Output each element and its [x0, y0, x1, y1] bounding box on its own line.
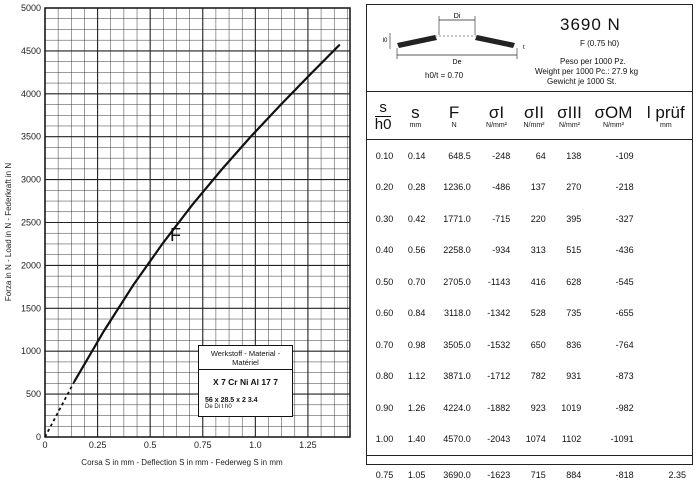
- header-unit: N: [432, 122, 475, 129]
- table-cell: -486: [477, 172, 516, 204]
- data-point: [103, 330, 105, 332]
- table-cell: 0.28: [399, 172, 431, 204]
- table-cell: [640, 266, 692, 298]
- spec-force-note: F (0.75 h0): [580, 39, 619, 48]
- table-cell: 931: [552, 361, 588, 393]
- table-cell: 0.90: [367, 392, 399, 424]
- data-point: [221, 169, 223, 171]
- table-header-cell: [552, 93, 588, 140]
- table-row: [367, 329, 692, 361]
- table-row: [367, 392, 692, 424]
- table-cell: 782: [516, 361, 552, 393]
- table-cell: -109: [587, 140, 639, 172]
- material-name: X 7 Cr Ni Al 17 7: [199, 377, 292, 387]
- y-tick-label: 4000: [21, 89, 41, 99]
- table-row: [367, 172, 692, 204]
- table-cell: 1.12: [399, 361, 431, 393]
- table-cell: 0.10: [367, 140, 399, 172]
- table-cell: [640, 329, 692, 361]
- table-cell: -1712: [477, 361, 516, 393]
- table-cell: [640, 424, 692, 456]
- disc-spring-diagram: [377, 11, 537, 71]
- table-cell: 313: [516, 235, 552, 267]
- table-cell: 735: [552, 298, 588, 330]
- table-cell: -1091: [587, 424, 639, 456]
- table-cell: 64: [516, 140, 552, 172]
- table-cell: 0.70: [399, 266, 431, 298]
- table-cell: 1.00: [367, 424, 399, 456]
- table-cell: [640, 140, 692, 172]
- table-cell: -327: [587, 203, 639, 235]
- table-cell: 1.05: [399, 456, 431, 494]
- table-cell: 0.80: [367, 361, 399, 393]
- curve-label: F: [170, 225, 181, 246]
- spec-panel: [366, 4, 693, 465]
- l0-label: l0: [383, 38, 388, 44]
- header-unit: N/mm²: [517, 122, 551, 129]
- table-cell: 836: [552, 329, 588, 361]
- material-dims: [205, 397, 288, 410]
- y-tick-label: 2500: [21, 218, 41, 228]
- x-tick-label: 0.5: [144, 440, 157, 450]
- table-cell: 3118.0: [431, 298, 476, 330]
- table-cell: -218: [587, 172, 639, 204]
- table-cell: 650: [516, 329, 552, 361]
- y-tick-label: 500: [26, 389, 41, 399]
- table-cell: 528: [516, 298, 552, 330]
- table-cell: -715: [477, 203, 516, 235]
- table-cell: -1623: [477, 456, 516, 494]
- table-cell: 416: [516, 266, 552, 298]
- x-tick-label: 0.75: [194, 440, 212, 450]
- table-cell: 3690.0: [431, 456, 476, 494]
- spec-weight-de: Gewicht je 1000 St.: [547, 77, 616, 86]
- table-cell: -1882: [477, 392, 516, 424]
- data-point: [280, 104, 282, 106]
- header-symbol: s: [400, 104, 430, 122]
- table-cell: 2258.0: [431, 235, 476, 267]
- table-cell: -1143: [477, 266, 516, 298]
- table-cell: 1236.0: [431, 172, 476, 204]
- table-cell: 0.14: [399, 140, 431, 172]
- x-axis-label: Corsa S in mm - Deflection S in mm - Federweg S in mm: [81, 458, 283, 467]
- table-row: [367, 361, 692, 393]
- table-header-cell: [367, 93, 399, 140]
- table-cell: 1771.0: [431, 203, 476, 235]
- table-cell: [640, 361, 692, 393]
- table-cell: 0.42: [399, 203, 431, 235]
- data-point: [133, 284, 135, 286]
- table-cell: [640, 392, 692, 424]
- y-tick-label: 3000: [21, 175, 41, 185]
- spec-force: 3690 N: [560, 15, 621, 35]
- table-row: [367, 424, 692, 456]
- y-tick-label: 5000: [21, 3, 41, 13]
- x-tick-label: 1.25: [299, 440, 317, 450]
- table-cell: 0.84: [399, 298, 431, 330]
- table-header-cell: [399, 93, 431, 140]
- table-cell: 395: [552, 203, 588, 235]
- table-header-cell: [477, 93, 516, 140]
- table-header-row: [367, 93, 692, 140]
- table-cell: 1102: [552, 424, 588, 456]
- table-cell: 1.26: [399, 392, 431, 424]
- material-box: [198, 345, 293, 417]
- table-cell: 0.30: [367, 203, 399, 235]
- table-cell: 515: [552, 235, 588, 267]
- data-point: [162, 242, 164, 244]
- table-cell: [640, 298, 692, 330]
- table-cell: -2043: [477, 424, 516, 456]
- material-title: Werkstoff - Material - Matériel: [199, 346, 292, 370]
- table-cell: 138: [552, 140, 588, 172]
- table-cell: 0.50: [367, 266, 399, 298]
- table-cell: 4224.0: [431, 392, 476, 424]
- y-tick-label: 4500: [21, 46, 41, 56]
- header-symbol: σI: [478, 104, 515, 122]
- table-cell: -248: [477, 140, 516, 172]
- table-cell: -1532: [477, 329, 516, 361]
- table-cell: [640, 235, 692, 267]
- table-cell: 270: [552, 172, 588, 204]
- table-cell: 715: [516, 456, 552, 494]
- table-cell: [640, 172, 692, 204]
- y-tick-label: 1500: [21, 303, 41, 313]
- table-header-cell: [431, 93, 476, 140]
- table-header-cell: [516, 93, 552, 140]
- table-cell: 884: [552, 456, 588, 494]
- table-cell: -1342: [477, 298, 516, 330]
- table-cell: -982: [587, 392, 639, 424]
- table-cell: 3871.0: [431, 361, 476, 393]
- table-row: [367, 203, 692, 235]
- header-unit: N/mm²: [553, 122, 587, 129]
- table-cell: 0.40: [367, 235, 399, 267]
- header-symbol: l prüf: [641, 104, 691, 122]
- table-cell: 0.75: [367, 456, 399, 494]
- ratio-fraction: [375, 100, 392, 133]
- di-label: Di: [454, 13, 461, 20]
- y-tick-label: 0: [36, 432, 41, 442]
- table-cell: [640, 203, 692, 235]
- data-point: [339, 44, 341, 46]
- data-point: [250, 135, 252, 137]
- table-cell: 648.5: [431, 140, 476, 172]
- table-cell: -655: [587, 298, 639, 330]
- table-row: [367, 266, 692, 298]
- header-unit: N/mm²: [588, 122, 638, 129]
- de-label: De: [453, 59, 462, 66]
- table-cell: 2.35: [640, 456, 692, 494]
- table-cell: 137: [516, 172, 552, 204]
- table-cell: 220: [516, 203, 552, 235]
- spring-data-table: [367, 93, 692, 494]
- header-symbol: σII: [517, 104, 551, 122]
- spring-spec-box: [367, 5, 692, 92]
- data-point: [191, 204, 193, 206]
- spec-ratio: h0/t = 0.70: [425, 71, 463, 80]
- table-cell: -818: [587, 456, 639, 494]
- table-cell: 0.60: [367, 298, 399, 330]
- table-row: [367, 140, 692, 172]
- header-unit: N/mm²: [478, 122, 515, 129]
- x-tick-label: 1.0: [249, 440, 262, 450]
- x-tick-label: 0.25: [89, 440, 107, 450]
- y-tick-label: 2000: [21, 260, 41, 270]
- table-cell: -934: [477, 235, 516, 267]
- table-cell: -764: [587, 329, 639, 361]
- table-header-cell: [640, 93, 692, 140]
- table-cell: 4570.0: [431, 424, 476, 456]
- header-symbol: σOM: [588, 104, 638, 122]
- table-header-cell: [587, 93, 639, 140]
- material-dims-values: 56 x 28.5 x 2 3.4: [205, 397, 288, 404]
- table-cell: -873: [587, 361, 639, 393]
- x-tick-label: 0: [42, 440, 47, 450]
- table-cell: 2705.0: [431, 266, 476, 298]
- table-cell: 0.56: [399, 235, 431, 267]
- y-tick-label: 1000: [21, 346, 41, 356]
- table-row: [367, 298, 692, 330]
- material-dims-subs: De Di t h0: [205, 404, 288, 410]
- table-cell: 1.40: [399, 424, 431, 456]
- fraction-num: s: [375, 100, 392, 117]
- table-cell: 628: [552, 266, 588, 298]
- table-cell: 0.70: [367, 329, 399, 361]
- table-cell: 1019: [552, 392, 588, 424]
- y-axis-label: Forza in N - Load in N - Federkraft in N: [4, 163, 13, 301]
- header-unit: mm: [400, 122, 430, 129]
- series-line-F: [74, 45, 339, 382]
- series-line-F-extrapolated-start: [45, 381, 74, 437]
- table-cell: 3505.0: [431, 329, 476, 361]
- y-tick-label: 3500: [21, 132, 41, 142]
- table-row: [367, 235, 692, 267]
- header-symbol: F: [432, 104, 475, 122]
- header-symbol: σIII: [553, 104, 587, 122]
- t-label: t: [523, 45, 525, 51]
- reference-row: [367, 456, 692, 494]
- table-cell: 923: [516, 392, 552, 424]
- table-cell: -545: [587, 266, 639, 298]
- table-cell: 0.20: [367, 172, 399, 204]
- spec-weight-en: Weight per 1000 Pc.: 27.9 kg: [535, 67, 638, 76]
- table-cell: 1074: [516, 424, 552, 456]
- fraction-den: h0: [375, 116, 392, 133]
- table-cell: -436: [587, 235, 639, 267]
- table-cell: 0.98: [399, 329, 431, 361]
- spec-weight-it: Peso per 1000 Pz.: [560, 57, 626, 66]
- header-unit: mm: [641, 122, 691, 129]
